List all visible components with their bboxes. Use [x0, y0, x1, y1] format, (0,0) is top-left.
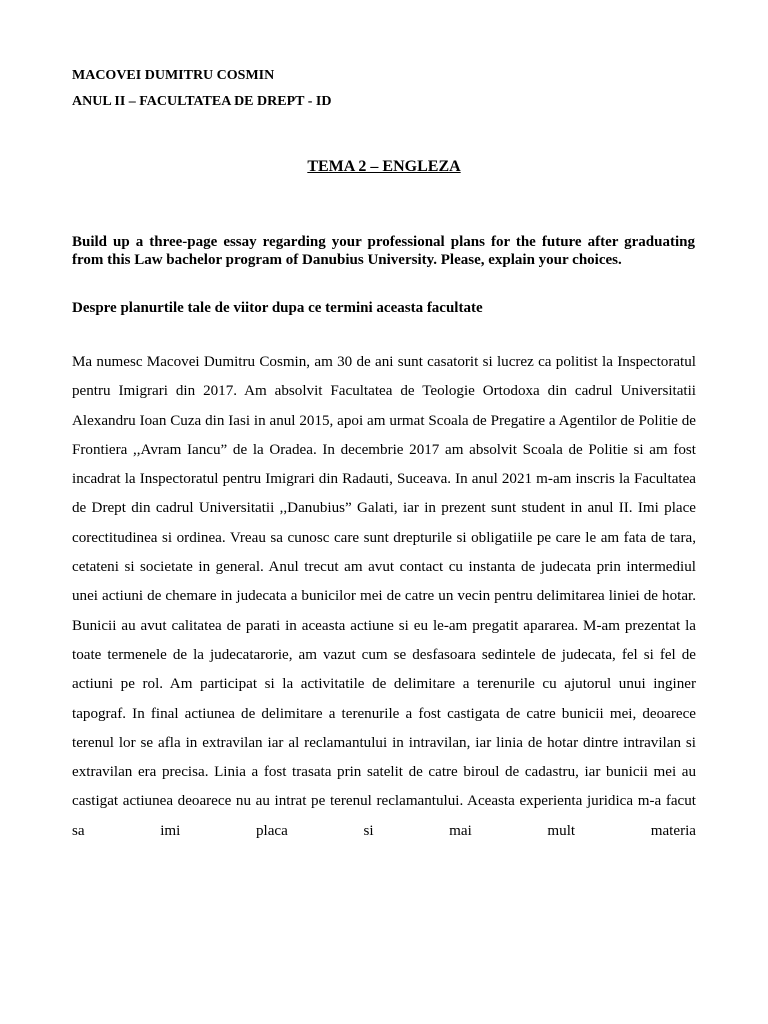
essay-prompt-romanian: Despre planurtile tale de viitor dupa ce termini aceasta facultate	[72, 300, 483, 316]
essay-paragraph: Ma numesc Macovei Dumitru Cosmin, am 30 de ani sunt casatorit si lucrez ca politist la Inspectoratul pentru Imigrari din 2017. Am absolvit Facultatea de Teologie Ortodoxa din cadrul Universitatii Alexandru Ioan Cuza din Iasi in anul 2015, apoi am urmat Scoala de Pregatire a Agentilor de Politie de Frontiera ,,Avram Iancu” de la Oradea. In decembrie 2017 am absolvit Scoala de Politie si am fost incadrat la Inspectoratul pentru Imigrari din Radauti, Suceava. In anul 2021 m-am inscris la Facultatea de Drept din cadrul Universitatii ,,Danubius” Galati, iar in prezent sunt student in anul II. Imi place corectitudinea si ordinea. Vreau sa cunosc care sunt drepturile si obligatiile pe care le am fata de tara, cetateni si societate in general. Anul trecut am avut contact cu instanta de judecata prin intermediul unei actiuni de chemare in judecata a bunicilor mei de catre un vecin pentru delimitarea liniei de hotar. Bunicii au avut calitatea de parati in aceasta actiune si eu le-am pregatit apararea. M-am prezentat la toate termenele de la judecatarorie, am vazut cum se desfasoara sedintele de judecata, fel si fel de actiuni pe rol. Am participat si la activitatile de delimitare a terenurile cu ajutorul unui inginer tapograf. In final actiunea de delimitare a terenurile a fost castigata de catre bunicii mei, deoarece terenul lor se afla in extravilan iar al reclamantului in intravilan, iar linia de hotar dintre intravilan si extravilan era precisa. Linia a fost trasata prin satelit de catre biroul de cadastru, iar bunicii mei au castigat actiunea deoarece nu au intrat pe terenul reclamantului. Aceasta experienta juridica m-a facut sa imi placa si mai mult materia	[72, 354, 696, 839]
document-title: TEMA 2 – ENGLEZA	[307, 158, 461, 175]
essay-prompt-english: Build up a three-page essay regarding your professional plans for the future after graduating from this Law bachelor program of Danubius University. Please, explain your choices.	[72, 234, 695, 268]
author-name: MACOVEI DUMITRU COSMIN	[72, 68, 275, 83]
author-program: ANUL II – FACULTATEA DE DREPT - ID	[72, 94, 332, 109]
